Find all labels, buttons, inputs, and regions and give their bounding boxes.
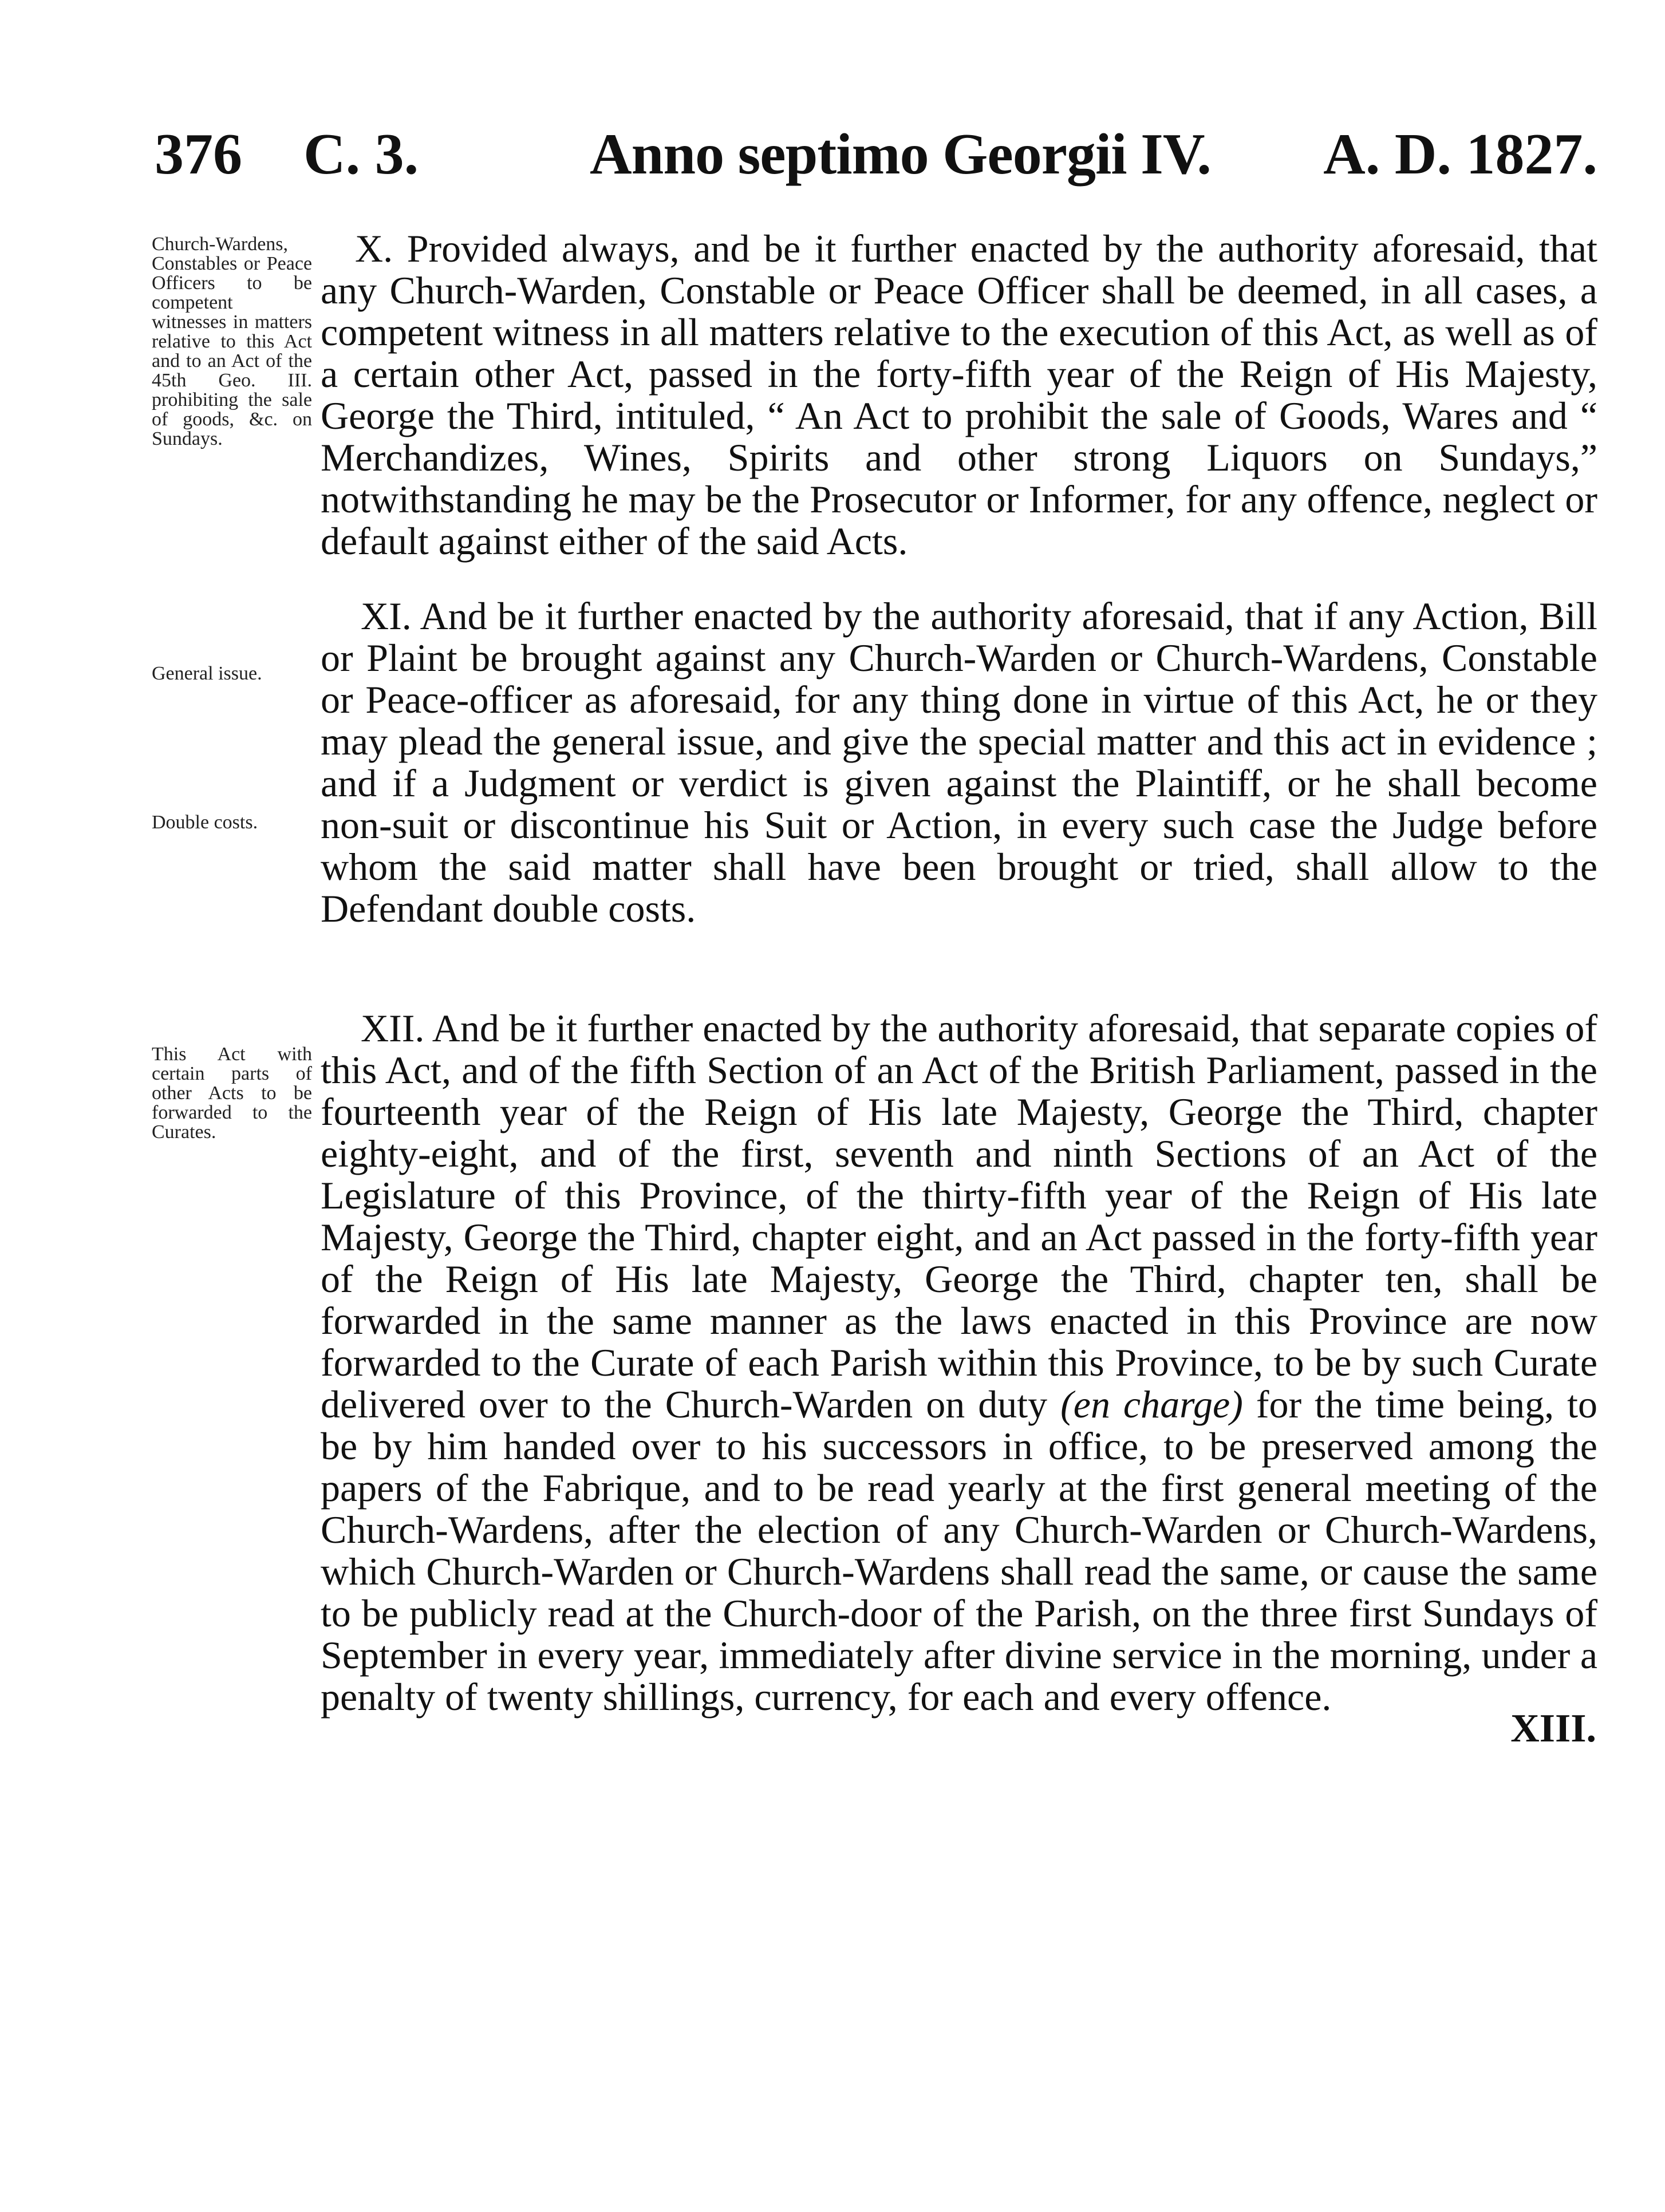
margin-note-double-costs: Double costs. — [152, 812, 258, 833]
running-title: Anno septimo Georgii IV. — [590, 122, 1211, 187]
section-xii — [321, 1008, 1597, 1718]
section-xi — [321, 595, 1597, 930]
margin-note-section-xii: This Act with certain parts of other Acts to be forwarded to the Curates. — [152, 1044, 312, 1143]
section-x-text: X. Provided always, and be it further enacted by the authority aforesaid, that any Church-Warden, Constable or Peace Officer shall be deemed, in all cases, a competent witness in all matters relative to the execution of this Act, as well as of a certain other Act, passed in the forty-fifth year of the Reign of His Majesty, George the Third, intituled, “ An Act to prohibit the sale of Goods, Wares and “ Merchandizes, Wines, Spirits and other strong Liquors on Sundays,” notwithstanding he may be the Prosecutor or Informer, for any offence, neglect or default against either of the said Acts. — [321, 227, 1597, 563]
section-xii-text-after: for the time being, to be by him handed over to his successors in office, to be preserved among the papers of the Fabrique, and to be read yearly at the first general meeting of the Church-Wardens, after the election of any Church-Warden or Church-Wardens, which Church-Warden or Church-Wardens shall read the same, or cause the same to be publicly read at the Church-door of the Parish, on the three first Sundays of September in every year, immediately after divine service in the morning, under a penalty of twenty shillings, currency, for each and every offence. — [321, 1382, 1597, 1719]
page-number: 376 — [155, 122, 242, 187]
running-header — [155, 114, 1597, 195]
section-xi-text: XI. And be it further enacted by the authority aforesaid, that if any Action, Bill or Plaint be brought against any Church-Warden or Church-Wardens, Constable or Peace-officer as aforesaid, for any thing done in virtue of this Act, he or they may plead the general issue, and give the special matter and this act in evidence ; and if a Judgment or verdict is given against the Plaintiff, or he shall become non-suit or discontinue his Suit or Action, in every such case the Judge before whom the said matter shall have been brought or tried, shall allow to the Defendant double costs. — [321, 594, 1597, 930]
section-xii-text-before: XII. And be it further enacted by the authority aforesaid, that separate copies of this Act, and of the fifth Section of an Act of the British Parliament, passed in the fourteenth year of the Reign of His late Majesty, George the Third, chapter eighty-eight, and of the first, seventh and ninth Sections of an Act of the Legislature of this Province, of the thirty-fifth year of the Reign of His late Majesty, George the Third, chapter eight, and an Act passed in the forty-fifth year of the Reign of His late Majesty, George the Third, chapter ten, shall be forwarded in the same manner as the laws enacted in this Province are now forwarded to the Curate of each Parish within this Province, to be by such Curate delivered over to the Church-Warden on duty — [321, 1006, 1597, 1426]
section-x — [321, 228, 1597, 562]
margin-note-section-x: Church-Wardens, Constables or Peace Officers to be competent witnesses in matters relative to this Act and to an Act of the 45th Geo. III. prohibiting the sale of goods, &c. on Sundays. — [152, 234, 312, 449]
catchword: XIII. — [1510, 1707, 1596, 1751]
section-xii-text — [321, 1008, 1597, 1718]
year-label: A. D. 1827. — [1323, 122, 1597, 187]
section-xii-italic-phrase: (en charge) — [1060, 1382, 1243, 1426]
chapter-label: C. 3. — [303, 122, 419, 187]
margin-note-general-issue: General issue. — [152, 663, 262, 684]
